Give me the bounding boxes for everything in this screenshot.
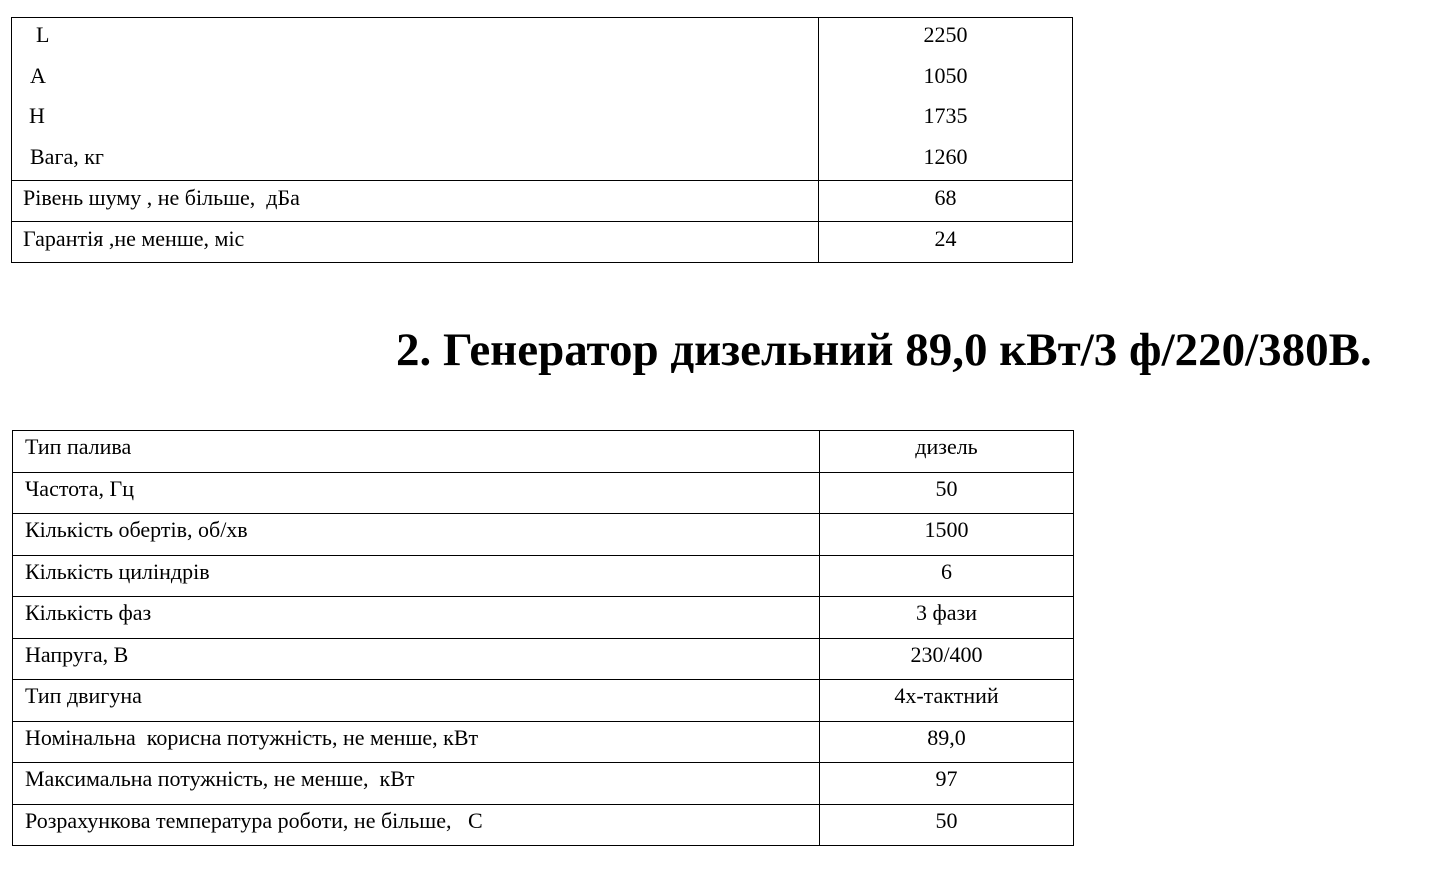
dimension-value-l: 2250 xyxy=(923,22,968,47)
table-row xyxy=(13,638,1074,680)
dimensions-row xyxy=(12,18,1073,181)
table-row xyxy=(13,555,1074,597)
dimensions-label-cell xyxy=(12,18,819,181)
dimension-label-a: A xyxy=(30,62,46,88)
voltage-label: Напруга, В xyxy=(25,641,129,667)
row-label-cell xyxy=(13,555,820,597)
table-row xyxy=(13,431,1074,473)
row-value-cell xyxy=(820,555,1074,597)
table-row xyxy=(12,222,1073,263)
engine-type-value: 4х-тактний xyxy=(894,683,999,708)
dimension-value-a: 1050 xyxy=(923,62,968,88)
noise-level-value: 68 xyxy=(934,185,957,210)
specs-table-continued xyxy=(11,17,1073,263)
warranty-value: 24 xyxy=(934,226,957,251)
warranty-label: Гарантія ,не менше, міс xyxy=(23,226,245,251)
frequency-value: 50 xyxy=(935,475,958,501)
section-heading: 2. Генератор дизельний 89,0 кВт/3 ф/220/380В. xyxy=(396,324,1372,376)
row-value-cell xyxy=(820,472,1074,514)
row-label-cell xyxy=(13,763,820,805)
dimension-label-weight: Вага, кг xyxy=(30,143,104,169)
table-row xyxy=(13,721,1074,763)
table-row xyxy=(13,680,1074,722)
row-label-cell xyxy=(13,472,820,514)
table-row xyxy=(12,181,1073,222)
phases-label: Кількість фаз xyxy=(25,600,152,625)
dimension-label-h: H xyxy=(29,103,45,128)
row-label-cell xyxy=(13,597,820,639)
table-row xyxy=(13,597,1074,639)
table-row xyxy=(13,472,1074,514)
row-label-cell xyxy=(12,222,819,263)
row-label-cell xyxy=(13,680,820,722)
voltage-value: 230/400 xyxy=(910,641,983,667)
noise-level-label: Рівень шуму , не більше, дБа xyxy=(23,185,300,210)
row-value-cell xyxy=(820,597,1074,639)
cylinders-value: 6 xyxy=(941,558,952,584)
rpm-value: 1500 xyxy=(924,517,969,542)
max-power-label: Максимальна потужність, не менше, кВт xyxy=(25,766,415,791)
dimensions-value-cell xyxy=(819,18,1073,181)
row-value-cell xyxy=(820,431,1074,473)
table-row xyxy=(13,514,1074,556)
generator-specs-table xyxy=(12,430,1074,846)
rated-power-value: 89,0 xyxy=(927,724,966,750)
row-label-cell xyxy=(13,804,820,846)
rated-power-label: Номінальна корисна потужність, не менше, кВт xyxy=(25,724,479,750)
table-row xyxy=(13,763,1074,805)
row-value-cell xyxy=(820,514,1074,556)
row-label-cell xyxy=(13,721,820,763)
dimension-value-weight: 1260 xyxy=(923,143,968,169)
row-value-cell xyxy=(820,638,1074,680)
row-label-cell xyxy=(12,181,819,222)
table-row xyxy=(13,804,1074,846)
operating-temperature-value: 50 xyxy=(935,807,958,833)
phases-value: 3 фази xyxy=(916,600,977,625)
row-value-cell xyxy=(820,721,1074,763)
dimension-value-h: 1735 xyxy=(923,103,968,128)
row-value-cell xyxy=(819,181,1073,222)
row-label-cell xyxy=(13,514,820,556)
dimension-label-l: L xyxy=(36,22,50,47)
frequency-label: Частота, Гц xyxy=(25,475,135,501)
cylinders-label: Кількість циліндрів xyxy=(25,558,210,584)
rpm-label: Кількість обертів, об/хв xyxy=(25,517,248,542)
row-value-cell xyxy=(820,680,1074,722)
max-power-value: 97 xyxy=(935,766,958,791)
row-value-cell xyxy=(820,763,1074,805)
engine-type-label: Тип двигуна xyxy=(25,683,142,708)
fuel-type-label: Тип палива xyxy=(25,434,132,459)
row-value-cell xyxy=(819,222,1073,263)
row-label-cell xyxy=(13,431,820,473)
row-value-cell xyxy=(820,804,1074,846)
row-label-cell xyxy=(13,638,820,680)
fuel-type-value: дизель xyxy=(915,434,978,459)
operating-temperature-label: Розрахункова температура роботи, не більше, С xyxy=(25,807,483,833)
